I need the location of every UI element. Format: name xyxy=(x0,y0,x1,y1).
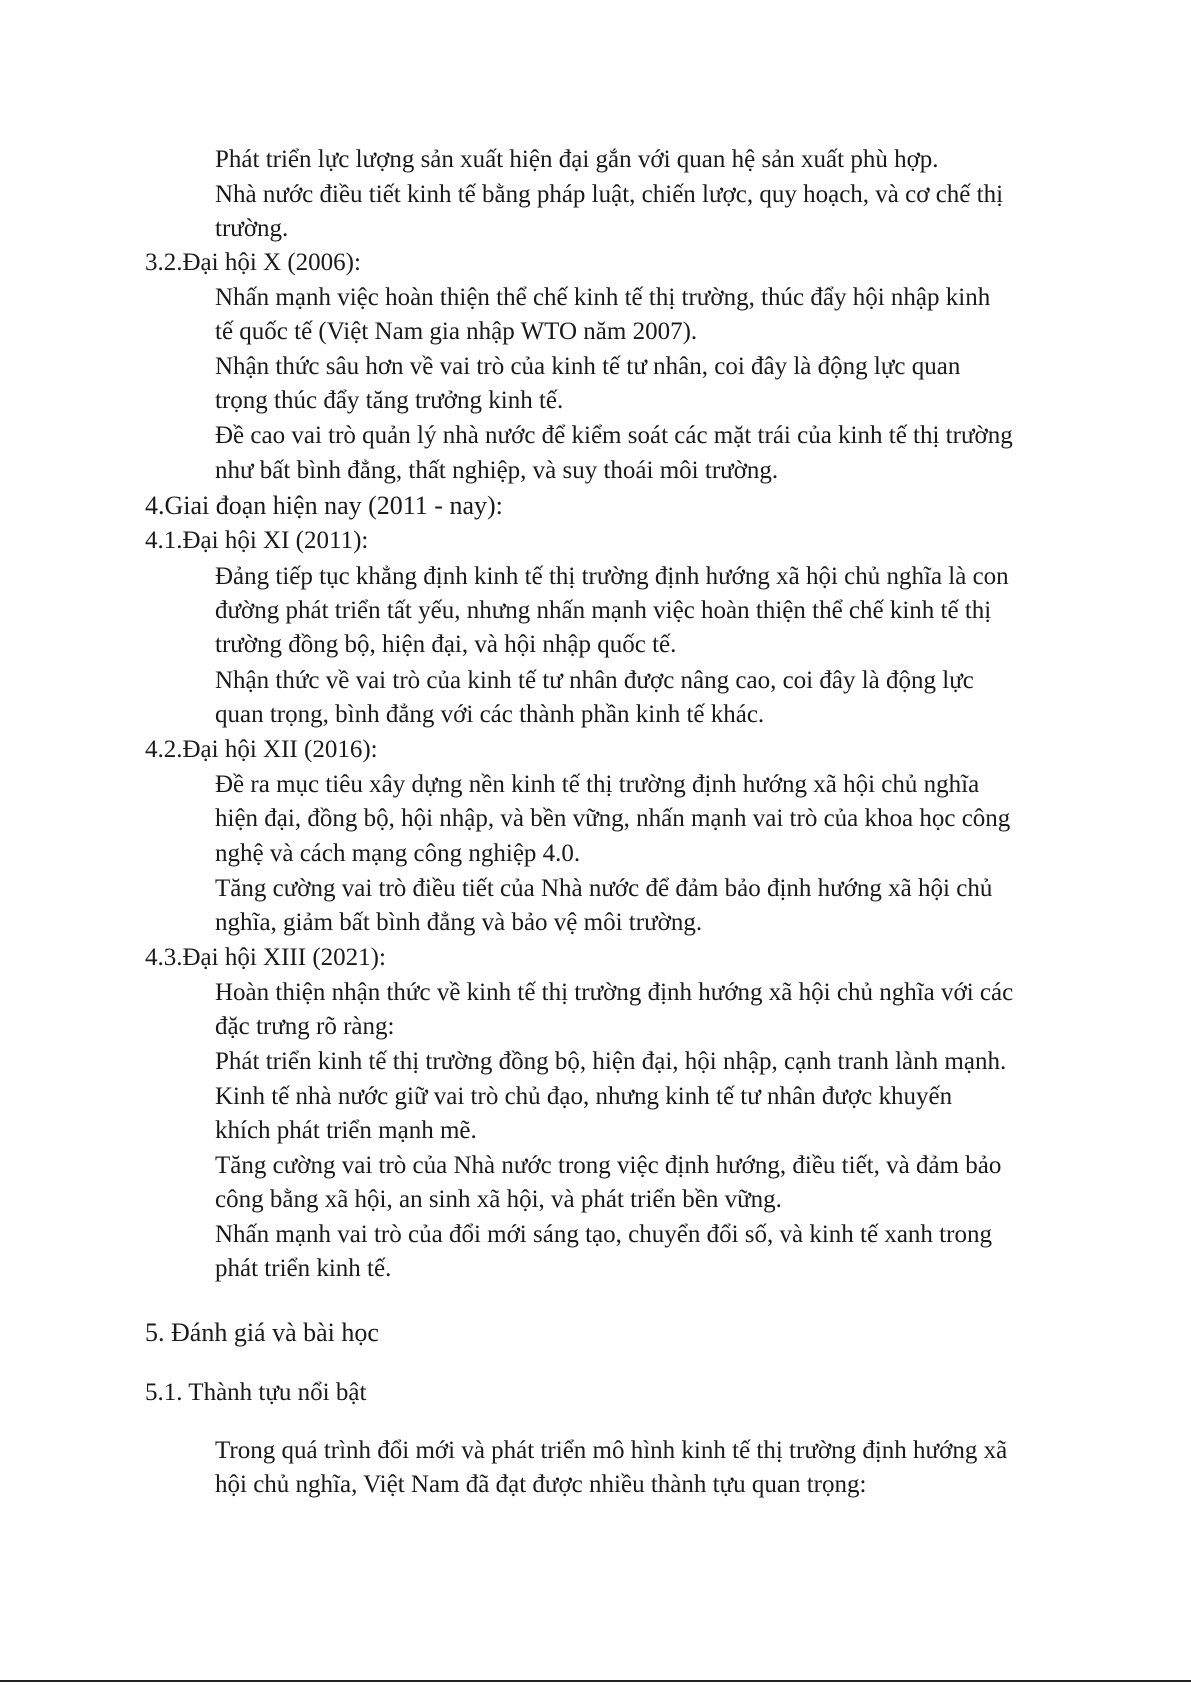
bullet-text: Nhà nước điều tiết kinh tế bằng pháp luật, chiến lược, quy hoạch, và cơ chế thị xyxy=(215,181,1004,208)
bullet-text-cont: nghĩa, giảm bất bình đẳng và bảo vệ môi trường. xyxy=(215,909,703,936)
bullet-text: Phát triển kinh tế thị trường đồng bộ, hiện đại, hội nhập, cạnh tranh lành mạnh. xyxy=(215,1048,1007,1075)
section-heading-5: 5. Đánh giá và bài học xyxy=(145,1318,379,1347)
section-heading-4-1: 4.1.Đại hội XI (2011): xyxy=(145,527,369,554)
bullet-text-cont: đường phát triển tất yếu, nhưng nhấn mạnh việc hoàn thiện thể chế kinh tế thị xyxy=(215,597,992,624)
bullet-text: Tăng cường vai trò của Nhà nước trong việc định hướng, điều tiết, và đảm bảo xyxy=(215,1152,1002,1179)
bullet-text-cont: đặc trưng rõ ràng: xyxy=(215,1013,395,1040)
bullet-text: Đảng tiếp tục khẳng định kinh tế thị trường định hướng xã hội chủ nghĩa là con xyxy=(215,563,1009,590)
bullet-text-cont: trường. xyxy=(215,215,289,242)
bullet-text-cont: phát triển kinh tế. xyxy=(215,1255,392,1282)
section-heading-3-2: 3.2.Đại hội X (2006): xyxy=(145,249,361,276)
bullet-text: Nhận thức về vai trò của kinh tế tư nhân được nâng cao, coi đây là động lực xyxy=(215,667,974,694)
bullet-text-cont: quan trọng, bình đẳng với các thành phần kinh tế khác. xyxy=(215,701,765,728)
bullet-text-cont: trường đồng bộ, hiện đại, và hội nhập quốc tế. xyxy=(215,631,677,658)
bullet-text-cont: trọng thúc đẩy tăng trưởng kinh tế. xyxy=(215,387,564,414)
bullet-text-cont: công bằng xã hội, an sinh xã hội, và phát triển bền vững. xyxy=(215,1186,782,1213)
bullet-text: Nhấn mạnh vai trò của đổi mới sáng tạo, chuyển đổi số, và kinh tế xanh trong xyxy=(215,1221,992,1248)
bullet-text: Nhấn mạnh việc hoàn thiện thể chế kinh tế thị trường, thúc đẩy hội nhập kinh xyxy=(215,284,991,311)
section-heading-5-1: 5.1. Thành tựu nổi bật xyxy=(145,1379,367,1406)
section-heading-4-3: 4.3.Đại hội XIII (2021): xyxy=(145,944,386,971)
page-bottom-rule xyxy=(0,1680,1191,1682)
bullet-text: Kinh tế nhà nước giữ vai trò chủ đạo, nhưng kinh tế tư nhân được khuyến xyxy=(215,1083,953,1110)
bullet-text-cont: tế quốc tế (Việt Nam gia nhập WTO năm 2007). xyxy=(215,318,698,345)
bullet-text-cont: khích phát triển mạnh mẽ. xyxy=(215,1117,477,1144)
section-heading-4-2: 4.2.Đại hội XII (2016): xyxy=(145,736,378,763)
bullet-text-cont: hội chủ nghĩa, Việt Nam đã đạt được nhiều thành tựu quan trọng: xyxy=(215,1471,867,1498)
bullet-text: Nhận thức sâu hơn về vai trò của kinh tế tư nhân, coi đây là động lực quan xyxy=(215,353,961,380)
section-heading-4: 4.Giai đoạn hiện nay (2011 - nay): xyxy=(145,491,503,520)
bullet-text-cont: hiện đại, đồng bộ, hội nhập, và bền vững, nhấn mạnh vai trò của khoa học công xyxy=(215,805,1011,832)
bullet-text: Hoàn thiện nhận thức về kinh tế thị trường định hướng xã hội chủ nghĩa với các xyxy=(215,979,1014,1006)
bullet-text: Đề cao vai trò quản lý nhà nước để kiểm soát các mặt trái của kinh tế thị trường xyxy=(215,422,1013,449)
bullet-text-cont: nghệ và cách mạng công nghiệp 4.0. xyxy=(215,840,581,867)
bullet-text: Phát triển lực lượng sản xuất hiện đại gắn với quan hệ sản xuất phù hợp. xyxy=(215,146,939,173)
bullet-text: Trong quá trình đổi mới và phát triển mô hình kinh tế thị trường định hướng xã xyxy=(215,1437,1008,1464)
bullet-text: Đề ra mục tiêu xây dựng nền kinh tế thị trường định hướng xã hội chủ nghĩa xyxy=(215,771,980,798)
bullet-text: Tăng cường vai trò điều tiết của Nhà nước để đảm bảo định hướng xã hội chủ xyxy=(215,875,993,902)
bullet-text-cont: như bất bình đẳng, thất nghiệp, và suy thoái môi trường. xyxy=(215,457,779,484)
